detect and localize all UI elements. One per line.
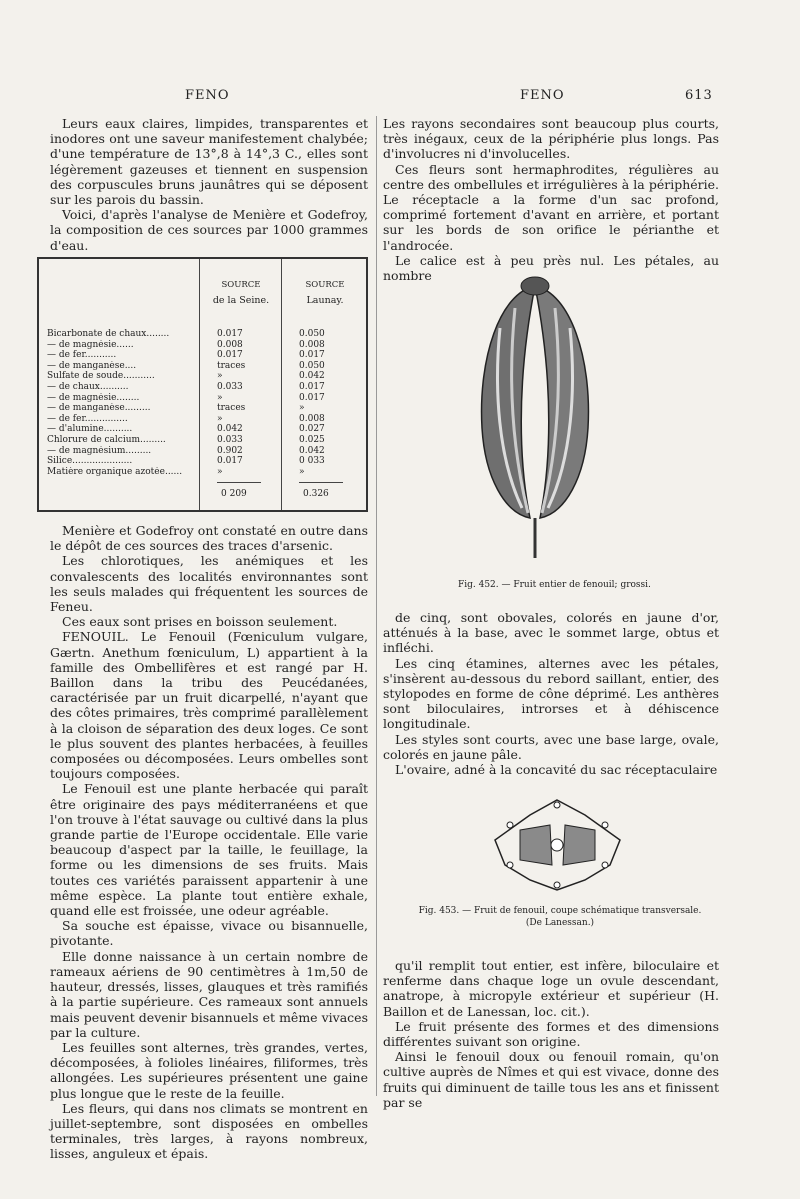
table-cell: » <box>217 371 223 382</box>
table-cell: Chlorure de calcium......... <box>47 434 166 445</box>
table-header-seine <box>201 277 281 309</box>
paragraph: qu'il remplit tout entier, est infère, biloculaire et renferme dans chaque loge un ovule descendant, anatrope, à micropyle extérieur et supérieur (H. Baillon et de Lanessan, loc. cit.). <box>383 958 719 1019</box>
composition-table <box>37 257 368 512</box>
table-cell: traces <box>217 360 246 371</box>
right-column-top <box>383 116 719 283</box>
paragraph: Les styles sont courts, avec une base large, ovale, colorés en jaune pâle. <box>383 731 719 762</box>
paragraph: Sa souche est épaisse, vivace ou bisannuelle, pivotante. <box>50 918 368 949</box>
right-column-bottom <box>383 958 719 1110</box>
table-values-launay <box>299 329 359 477</box>
table-header-label: SOURCE <box>221 280 261 290</box>
table-cell: — de chaux.......... <box>47 381 129 392</box>
table-cell: — d'alumine.......... <box>47 424 133 435</box>
table-column-rule <box>281 259 282 510</box>
figure-452-caption: Fig. 452. — Fruit entier de fenouil; grossi. <box>458 580 651 590</box>
table-cell: Matière organique azotée...... <box>47 466 183 477</box>
table-cell: 0.017 <box>217 329 243 339</box>
figure-453-caption: Fig. 453. — Fruit de fenouil, coupe schématique transversale. (De Lanessan.) <box>418 906 702 928</box>
paragraph: Ainsi le fenouil doux ou fenouil romain, qu'on cultive auprès de Nîmes et qui est vivace, donne des fruits qui diminuent de taille tous les ans et finissent par se <box>383 1049 719 1110</box>
table-values-seine <box>217 329 277 477</box>
total-rule <box>217 482 261 483</box>
paragraph: Les feuilles sont alternes, très grandes, vertes, décomposées, à folioles linéaires, filiformes, très allongées. Les supérieures présentent une gaine plus longue que le reste de la feuille. <box>50 1039 368 1101</box>
table-cell: 0.017 <box>217 456 243 467</box>
table-cell: 0.027 <box>299 424 325 435</box>
paragraph: Ces eaux sont prises en boisson seulement. <box>62 614 338 630</box>
table-cell: 0.050 <box>299 329 325 339</box>
paragraph: L'ovaire, adné à la concavité du sac réceptaculaire <box>395 762 718 778</box>
table-column-rule <box>199 259 200 510</box>
paragraph: Les rayons secondaires sont beaucoup plus courts, très inégaux, ceux de la périphérie plus longs. Pas d'involucres ni d'involucelles. <box>383 116 719 162</box>
table-row-labels <box>47 329 197 477</box>
left-column-top <box>50 116 368 253</box>
table-cell: 0.042 <box>299 445 325 456</box>
table-header-label: SOURCE <box>305 280 345 290</box>
right-column-middle <box>383 610 719 777</box>
total-rule <box>299 482 343 483</box>
table-cell: 0.042 <box>217 424 243 435</box>
table-total-launay: 0.326 <box>303 489 329 499</box>
table-cell: — de manganèse......... <box>47 403 151 414</box>
fenouil-entry: FENOUIL. Le Fenouil (Fœniculum vulgare, Gærtn. Anethum fœniculum, L) appartient à la famille des Ombellifères et est rangé par H. Baillon dans la tribu des Peucédanées, caractérisée par un fruit dicarpellé, n'ayant que des côtes primaires, très comprimé parallèlement à la cloison de séparation des deux loges. Ce sont le plus souvent des plantes herbacées, à feuilles composées ou décomposées. Leurs ombelles sont toujours composées. <box>50 629 368 782</box>
paragraph: Les chlorotiques, les anémiques et les convalescents des localités environnantes sont les seuls malades qui fréquentent les sources de Feneu. <box>50 553 368 615</box>
table-cell: traces <box>217 403 246 414</box>
paragraph: Le calice est à peu près nul. Les pétales, au nombre <box>383 252 719 284</box>
table-cell: 0.025 <box>299 434 325 445</box>
page-number: 613 <box>685 88 713 103</box>
table-cell: Sulfate de soude........... <box>47 371 155 382</box>
table-cell: Silice..................... <box>47 456 133 467</box>
table-cell: — de magnésium......... <box>47 445 152 456</box>
table-cell: 0.902 <box>217 445 243 456</box>
paragraph: Menière et Godefroy ont constaté en outre dans le dépôt de ces sources des traces d'arsenic. <box>50 523 368 554</box>
table-cell: » <box>217 413 223 424</box>
fennel-fruit-illustration <box>470 268 600 568</box>
running-header-left: FENO <box>185 88 230 103</box>
paragraph: Leurs eaux claires, limpides, transparentes et inodores ont une saveur manifestement chalybée; d'une température de 13°,8 à 14°,3 C., elles sont légèrement gazeuses et tiennent en suspension des corpuscules bruns jaunâtres qui se déposent sur les parois du bassin. <box>50 116 368 208</box>
table-cell: Bicarbonate de chaux........ <box>47 329 170 339</box>
table-cell: 0.017 <box>299 381 325 392</box>
table-cell: 0.008 <box>299 413 325 424</box>
table-cell: 0.017 <box>299 392 325 403</box>
paragraph: Ces fleurs sont hermaphrodites, régulières au centre des ombellules et irrégulières à la périphérie. Le réceptacle a la forme d'un sac profond, comprimé fortement d'avant en arrière, et portant sur les bords de son orifice le périanthe et l'androcée. <box>383 161 719 253</box>
table-cell: 0.017 <box>217 350 243 361</box>
table-cell: 0.033 <box>217 381 243 392</box>
table-cell: — de magnésie...... <box>47 339 134 350</box>
paragraph: Voici, d'après l'analyse de Menière et Godefroy, la composition de ces sources par 1000 grammes d'eau. <box>50 207 368 253</box>
running-header-right: FENO <box>520 88 565 103</box>
table-cell: — de fer........... <box>47 350 117 361</box>
table-cell: — de fer............... <box>47 413 128 424</box>
paragraph: Les fleurs, qui dans nos climats se montrent en juillet-septembre, sont disposées en ombelles terminales, très larges, à rayons nombreux, lisses, anguleux et épais. <box>50 1100 368 1162</box>
paragraph: Le fruit présente des formes et des dimensions différentes suivant son origine. <box>383 1018 719 1050</box>
table-header-label: de la Seine. <box>212 295 270 306</box>
table-cell: » <box>217 466 223 477</box>
paragraph: Le Fenouil est une plante herbacée qui paraît être originaire des pays méditerranéens et que l'on trouve à l'état sauvage ou cultivé dans la plus grande partie de l'Europe occidentale. Elle varie beaucoup d'aspect par la taille, le feuillage, la forme ou les dimensions de ses fruits. Mais toutes ces variétés paraissent appartenir à une même espèce. La plante tout entière exhale, quand elle est froissée, une odeur agréable. <box>50 781 368 919</box>
paragraph: de cinq, sont obovales, colorés en jaune d'or, atténués à la base, avec le sommet large, obtus et infléchi. <box>383 610 719 656</box>
paragraph: Elle donne naissance à un certain nombre de rameaux aériens de 90 centimètres à 1m,50 de hauteur, dressés, lisses, glauques et très ramifiés à la partie supérieure. Ces rameaux sont annuels mais peuvent devenir bisannuels et même vivaces par la culture. <box>50 948 368 1040</box>
table-cell: — de manganèse.... <box>47 360 137 371</box>
table-header-launay <box>283 277 367 309</box>
table-header-label: Launay. <box>306 295 344 306</box>
table-cell: » <box>299 466 305 477</box>
table-cell: 0.042 <box>299 371 325 382</box>
table-cell: — de magnésie........ <box>47 392 140 403</box>
left-column-body <box>50 523 368 1162</box>
paragraph: Les cinq étamines, alternes avec les pétales, s'insèrent au-dessous du rebord saillant, entier, des stylopodes en forme de cône déprimé. Les anthères sont biloculaires, introrses et à déhiscence longitudinale. <box>383 655 719 732</box>
table-cell: 0 033 <box>299 456 325 467</box>
table-cell: 0.033 <box>217 434 243 445</box>
column-divider <box>376 116 377 1096</box>
table-total-seine: 0 209 <box>221 489 247 499</box>
table-cell: 0.017 <box>299 350 325 361</box>
fennel-cross-section-diagram <box>490 795 625 895</box>
table-cell: 0.008 <box>299 339 325 350</box>
table-cell: » <box>299 403 305 414</box>
table-cell: » <box>217 392 223 403</box>
table-cell: 0.008 <box>217 339 243 350</box>
table-cell: 0.050 <box>299 360 325 371</box>
